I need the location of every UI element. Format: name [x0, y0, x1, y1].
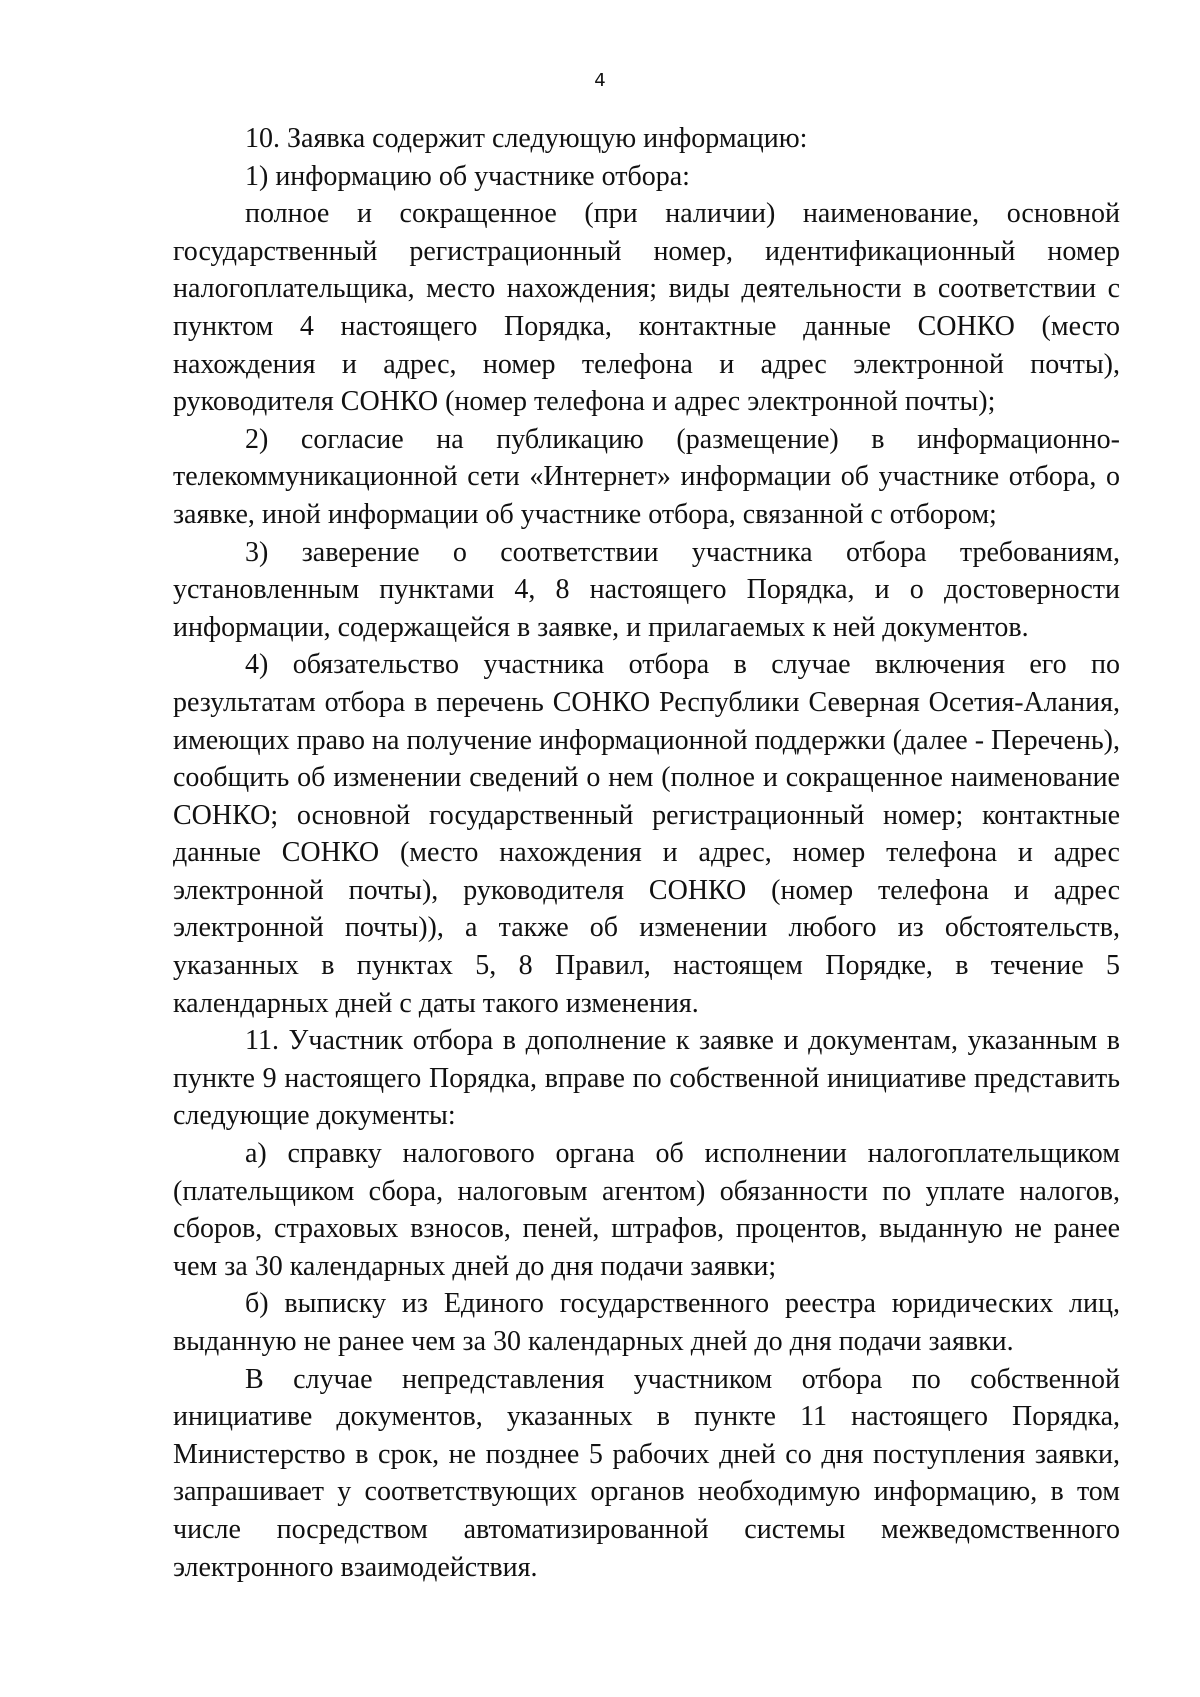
paragraph-ministry-request: В случае непредставления участником отбора по собственной инициативе документов, указанных в пункте 11 настоящего Порядка, Министерство в срок, не позднее 5 рабочих дней со дня поступления заявки, запрашивает у соответствующих органов необходимую информацию, в том числе посредством автоматизированной системы межведомственного электронного взаимодействия.	[173, 1363, 1120, 1583]
paragraph-item-2-publication-consent: 2) согласие на публикацию (размещение) в информационно-телекоммуникационной сети «Интернет» информации об участнике отбора, о заявке, иной информации об участнике отбора, связанной с отбором;	[173, 423, 1120, 530]
paragraph-item-3-compliance-assurance: 3) заверение о соответствии участника отбора требованиям, установленным пунктами 4, 8 настоящего Порядка, и о достоверности информации, содержащейся в заявке, и прилагаемых к ней документов.	[173, 536, 1120, 643]
paragraph-11-additional-documents: 11. Участник отбора в дополнение к заявке и документам, указанным в пункте 9 настоящего Порядка, вправе по собственной инициативе представить следующие документы:	[173, 1025, 1120, 1132]
paragraph-item-4-change-obligation: 4) обязательство участника отбора в случае включения его по результатам отбора в перечень СОНКО Республики Северная Осетия-Алания, имеющих право на получение информационной поддержки (далее - Перечень), сообщить об изменении сведений о нем (полное и сокращенное наименование СОНКО; основной государственный регистрационный номер; контактные данные СОНКО (место нахождения и адрес, номер телефона и адрес электронной почты), руководителя СОНКО (номер телефона и адрес электронной почты)), а также об изменении любого из обстоятельств, указанных в пунктах 5, 8 Правил, настоящем Порядке, в течение 5 календарных дней с даты такого изменения.	[173, 649, 1120, 1019]
paragraph-10-application-contents: 10. Заявка содержит следующую информацию:	[245, 123, 808, 154]
paragraph-participant-details: полное и сокращенное (при наличии) наименование, основной государственный регистрационный номер, идентификационный номер налогоплательщика, место нахождения; виды деятельности в соответствии с пунктом 4 настоящего Порядка, контактные данные СОНКО (место нахождения и адрес, номер телефона и адрес электронной почты), руководителя СОНКО (номер телефона и адрес электронной почты);	[173, 198, 1120, 418]
paragraph-item-a-tax-certificate: а) справку налогового органа об исполнении налогоплательщиком (плательщиком сбора, налоговым агентом) обязанности по уплате налогов, сборов, страховых взносов, пеней, штрафов, процентов, выданную не ранее чем за 30 календарных дней до дня подачи заявки;	[173, 1138, 1120, 1282]
document-body	[173, 120, 1120, 1586]
paragraph-item-1-participant-info: 1) информацию об участнике отбора:	[245, 160, 690, 192]
paragraph-item-b-registry-extract: б) выписку из Единого государственного реестра юридических лиц, выданную не ранее чем за 30 календарных дней до дня подачи заявки.	[173, 1288, 1120, 1357]
page-number: 4	[594, 70, 606, 91]
